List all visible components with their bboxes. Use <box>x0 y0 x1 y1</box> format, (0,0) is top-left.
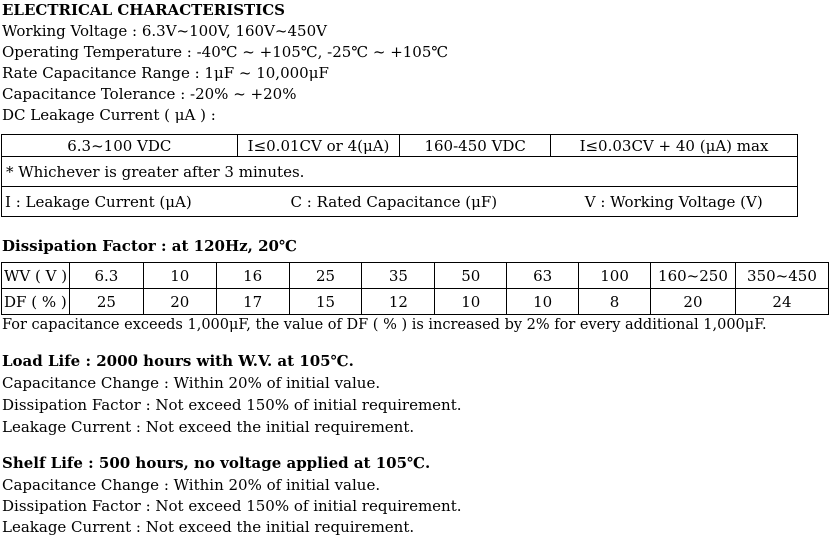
operating-temperature-text: Operating Temperature : -40℃ ~ +105℃, -25℃ ~ +105℃ <box>2 43 449 61</box>
table-row <box>2 135 798 157</box>
df-cell: 12 <box>362 289 435 315</box>
df-cell: 24 <box>735 289 828 315</box>
df-cell: 20 <box>143 289 216 315</box>
shelf-life-capacitance: Capacitance Change : Within 20% of initial value. <box>2 476 381 494</box>
leak-cell: I≤0.01CV or 4(μA) <box>237 135 400 157</box>
leak-cell: 160-450 VDC <box>400 135 551 157</box>
table-row <box>2 289 829 315</box>
wv-header: WV ( V ) <box>2 263 70 289</box>
load-life-dissipation: Dissipation Factor : Not exceed 150% of initial requirement. <box>2 396 462 414</box>
df-cell: 17 <box>216 289 289 315</box>
page-title: ELECTRICAL CHARACTERISTICS <box>2 1 285 19</box>
table-row <box>2 187 798 217</box>
df-cell: 25 <box>69 289 143 315</box>
shelf-life-dissipation: Dissipation Factor : Not exceed 150% of initial requirement. <box>2 497 462 515</box>
df-cell: 15 <box>289 289 362 315</box>
load-life-capacitance: Capacitance Change : Within 20% of initial value. <box>2 374 381 392</box>
wv-cell: 350~450 <box>735 263 828 289</box>
dissipation-factor-heading: Dissipation Factor : at 120Hz, 20℃ <box>2 237 297 255</box>
wv-cell: 16 <box>216 263 289 289</box>
legend-c: C : Rated Capacitance (μF) <box>237 187 550 217</box>
wv-cell: 10 <box>143 263 216 289</box>
capacitance-range-text: Rate Capacitance Range : 1μF ~ 10,000μF <box>2 64 329 82</box>
capacitance-tolerance-text: Capacitance Tolerance : -20% ~ +20% <box>2 85 297 103</box>
leak-cell: I≤0.03CV + 40 (μA) max <box>550 135 797 157</box>
table-row <box>2 157 798 187</box>
df-cell: 10 <box>507 289 579 315</box>
df-cell: 20 <box>651 289 736 315</box>
dc-leakage-label: DC Leakage Current ( μA ) : <box>2 106 216 124</box>
wv-cell: 25 <box>289 263 362 289</box>
legend-v: V : Working Voltage (V) <box>550 187 797 217</box>
df-note: For capacitance exceeds 1,000μF, the value of DF ( % ) is increased by 2% for every additional 1,000μF. <box>2 317 767 333</box>
wv-cell: 160~250 <box>651 263 736 289</box>
legend-i: I : Leakage Current (μA) <box>2 187 238 217</box>
wv-cell: 100 <box>579 263 651 289</box>
load-life-heading: Load Life : 2000 hours with W.V. at 105℃. <box>2 352 354 370</box>
leakage-current-table <box>1 134 798 217</box>
shelf-life-heading: Shelf Life : 500 hours, no voltage applied at 105℃. <box>2 454 431 472</box>
wv-cell: 63 <box>507 263 579 289</box>
df-cell: 10 <box>435 289 507 315</box>
wv-cell: 50 <box>435 263 507 289</box>
load-life-leakage: Leakage Current : Not exceed the initial requirement. <box>2 418 415 436</box>
table-row <box>2 263 829 289</box>
df-header: DF ( % ) <box>2 289 70 315</box>
df-cell: 8 <box>579 289 651 315</box>
shelf-life-leakage: Leakage Current : Not exceed the initial requirement. <box>2 518 415 536</box>
leakage-note: * Whichever is greater after 3 minutes. <box>2 157 798 187</box>
wv-cell: 6.3 <box>69 263 143 289</box>
dissipation-factor-table <box>1 262 829 315</box>
wv-cell: 35 <box>362 263 435 289</box>
leak-cell: 6.3~100 VDC <box>2 135 238 157</box>
working-voltage-text: Working Voltage : 6.3V~100V, 160V~450V <box>2 22 327 40</box>
